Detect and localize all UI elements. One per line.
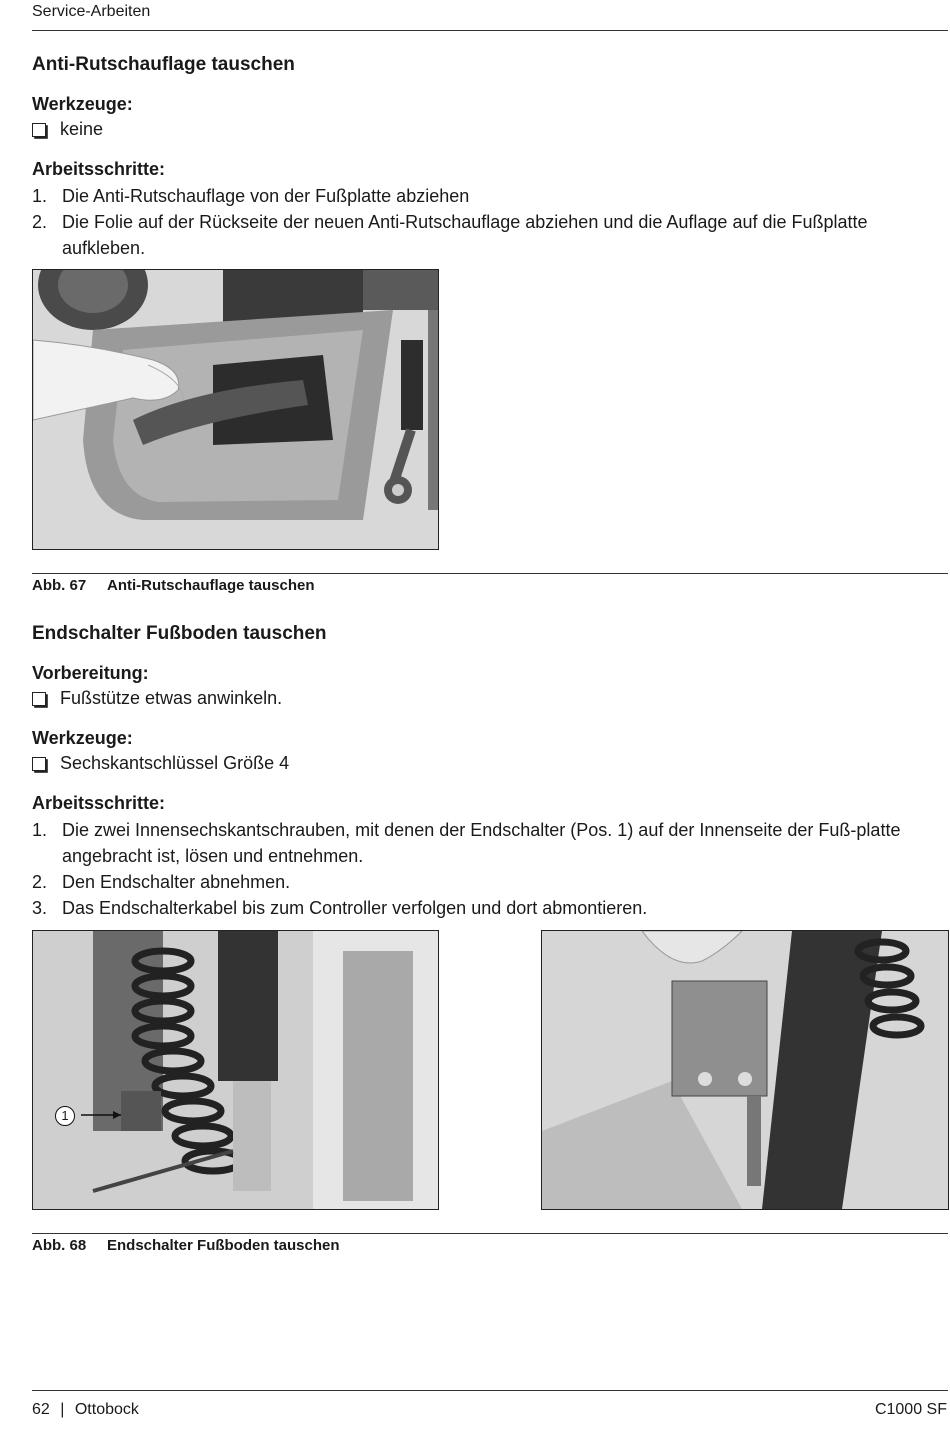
running-header: Service-Arbeiten	[32, 3, 151, 20]
step-number: 2.	[32, 212, 48, 232]
step-item	[32, 817, 947, 869]
figure-footplate-photo	[32, 269, 439, 550]
limit-switch-removed-illustration	[542, 931, 948, 1209]
step-text: Die Folie auf der Rückseite der neuen Anti-Rutschauflage abziehen und die Auflage auf die Fußplatte aufkleben.	[62, 212, 868, 258]
preparation-item-text: Fußstütze etwas anwinkeln.	[60, 688, 283, 708]
step-item	[32, 895, 947, 921]
position-callout: 1	[55, 1106, 75, 1126]
figure-limit-switch-removed-photo	[541, 930, 949, 1210]
header-rule	[32, 30, 948, 31]
step-text: Die Anti-Rutschauflage von der Fußplatte abziehen	[62, 186, 470, 206]
step-text: Das Endschalterkabel bis zum Controller verfolgen und dort abmontieren.	[62, 898, 648, 918]
tools-heading: Werkzeuge:	[32, 728, 133, 748]
caption-text: Endschalter Fußboden tauschen	[107, 1237, 340, 1254]
caption-number: Abb. 67	[32, 577, 87, 594]
page-number: 62	[32, 1401, 50, 1418]
footer-separator: |	[60, 1401, 65, 1418]
section-title-anti-slip: Anti-Rutschauflage tauschen	[32, 54, 295, 75]
step-number: 1.	[32, 820, 48, 840]
step-number: 2.	[32, 872, 48, 892]
limit-switch-mounted-illustration	[33, 931, 438, 1209]
section-title-limit-switch: Endschalter Fußboden tauschen	[32, 623, 327, 644]
footplate-illustration	[33, 270, 438, 549]
steps-heading: Arbeitsschritte:	[32, 159, 166, 179]
step-number: 3.	[32, 898, 48, 918]
preparation-heading: Vorbereitung:	[32, 663, 149, 683]
step-item	[32, 869, 947, 895]
caption-rule	[32, 573, 948, 574]
tool-item-text: keine	[60, 119, 104, 139]
step-item	[32, 183, 947, 209]
product-name: C1000 SF	[874, 1401, 947, 1418]
caption-rule	[32, 1233, 948, 1234]
checkbox-icon	[32, 692, 46, 706]
preparation-item	[32, 688, 282, 709]
step-item	[32, 209, 947, 261]
checkbox-icon	[32, 757, 46, 771]
step-text: Den Endschalter abnehmen.	[62, 872, 291, 892]
tool-item	[32, 119, 103, 140]
tool-item-text: Sechskantschlüssel Größe 4	[60, 753, 290, 773]
checkbox-icon	[32, 123, 46, 137]
footer-rule	[32, 1390, 948, 1391]
steps-list	[32, 817, 947, 921]
steps-list	[32, 183, 947, 261]
tools-heading: Werkzeuge:	[32, 94, 133, 114]
caption-text: Anti-Rutschauflage tauschen	[107, 577, 315, 594]
caption-number: Abb. 68	[32, 1237, 87, 1254]
step-text: Die zwei Innensechskantschrauben, mit denen der Endschalter (Pos. 1) auf der Innenseite der Fuß-platte angebracht ist, lösen und entnehmen.	[62, 820, 901, 866]
figure-caption-67	[32, 577, 315, 594]
figure-caption-68	[32, 1237, 340, 1254]
step-number: 1.	[32, 186, 48, 206]
brand-name: Ottobock	[74, 1401, 139, 1418]
steps-heading: Arbeitsschritte:	[32, 793, 166, 813]
footer-left	[32, 1401, 139, 1419]
figure-limit-switch-mounted-photo	[32, 930, 439, 1210]
tool-item	[32, 753, 289, 774]
